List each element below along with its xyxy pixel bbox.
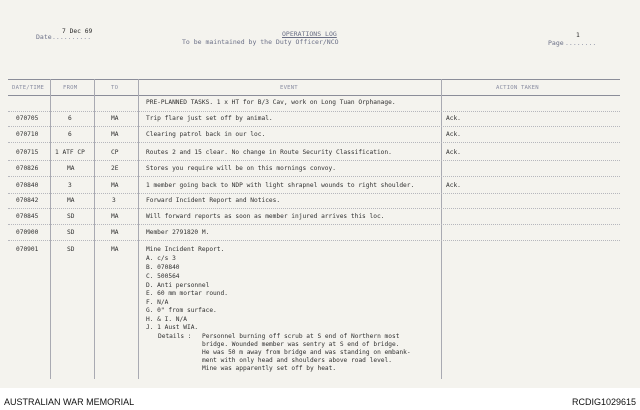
date-label: Date (36, 33, 52, 41)
incident-item: D. Anti personnel (146, 282, 210, 289)
row-separator (8, 224, 620, 225)
row-to: MA (111, 246, 119, 253)
incident-report-title: Mine Incident Report. (146, 246, 225, 253)
row-event: Will forward reports as soon as member injured arrives this loc. (146, 213, 385, 220)
table-top-rule (8, 79, 620, 80)
column-header-from: FROM (63, 85, 78, 91)
row-event: PRE-PLANNED TASKS. 1 x HT for B/3 Cav, work on Long Tuan Orphanage. (146, 99, 396, 106)
incident-item: J. 1 Aust WIA. (146, 324, 199, 331)
row-action: Ack. (446, 149, 461, 156)
row-event: Member 2791820 M. (146, 229, 210, 236)
col-divider-2 (94, 79, 95, 379)
row-event: Trip flare just set off by animal. (146, 115, 273, 122)
incident-item: E. 60 mm mortar round. (146, 290, 228, 297)
col-divider-4 (441, 79, 442, 379)
row-separator (8, 193, 620, 194)
row-to: 3 (112, 197, 116, 204)
row-time: 070710 (16, 131, 39, 138)
row-event: 1 member going back to NDP with light shrapnel wounds to right shoulder. (146, 182, 415, 189)
row-separator (8, 160, 620, 161)
page-subtitle: To be maintained by the Duty Officer/NCO (182, 38, 339, 46)
row-separator (8, 111, 620, 112)
row-from: 6 (68, 115, 72, 122)
row-event: Clearing patrol back in our loc. (146, 131, 266, 138)
row-separator (8, 176, 620, 177)
row-separator (8, 142, 620, 143)
incident-item: C. 500564 (146, 273, 180, 280)
row-action: Ack. (446, 131, 461, 138)
row-time: 070842 (16, 197, 39, 204)
row-from: 6 (68, 131, 72, 138)
details-line: ment with only head and shoulders above road level. (202, 357, 392, 364)
incident-item: B. 070840 (146, 264, 180, 271)
row-from: MA (67, 197, 75, 204)
date-value: 7 Dec 69 (62, 28, 93, 35)
row-separator (8, 126, 620, 127)
row-event: Routes 2 and 15 clear. No change in Route Security Classification. (146, 149, 392, 156)
row-to: CP (111, 149, 119, 156)
row-to: MA (111, 213, 119, 220)
details-label: Details : (158, 333, 192, 340)
table-header-rule (8, 95, 620, 96)
incident-item: H. & I. N/A (146, 316, 187, 323)
incident-item: G. 0" from surface. (146, 307, 217, 314)
row-to: 2E (111, 165, 119, 172)
row-event: Stores you require will be on this mornings convoy. (146, 165, 336, 172)
row-time: 070705 (16, 115, 39, 122)
row-action: Ack. (446, 182, 461, 189)
row-separator (8, 240, 620, 241)
page-label: Page (548, 39, 564, 47)
details-line: bridge. Wounded member was sentry at S end of bridge. (202, 341, 400, 348)
row-to: MA (111, 115, 119, 122)
column-header-event: EVENT (280, 85, 298, 91)
date-underline: .......... (52, 33, 92, 41)
row-to: MA (111, 131, 119, 138)
page-title: OPERATIONS LOG (282, 30, 337, 38)
row-to: MA (111, 182, 119, 189)
page-number: 1 (576, 32, 580, 39)
col-divider-3 (138, 79, 139, 379)
col-divider-1 (50, 79, 51, 379)
row-separator (8, 208, 620, 209)
row-event: Forward Incident Report and Notices. (146, 197, 281, 204)
page-underline: ........ (565, 39, 597, 47)
row-action: Ack. (446, 115, 461, 122)
row-time: 070715 (16, 149, 39, 156)
row-from: 3 (68, 182, 72, 189)
row-time: 070900 (16, 229, 39, 236)
row-time: 070826 (16, 165, 39, 172)
column-header-action: ACTION TAKEN (496, 85, 539, 91)
row-time: 070901 (16, 246, 39, 253)
incident-item: A. c/s 3 (146, 255, 176, 262)
row-from: SD (67, 213, 75, 220)
row-time: 070845 (16, 213, 39, 220)
row-time: 070840 (16, 182, 39, 189)
column-header-datetime: DATE/TIME (12, 85, 45, 91)
details-line: He was 50 m away from bridge and was standing on embank- (202, 349, 411, 356)
incident-item: F. N/A (146, 299, 169, 306)
row-to: MA (111, 229, 119, 236)
column-header-to: TO (111, 85, 119, 91)
row-from: SD (67, 246, 75, 253)
row-from: MA (67, 165, 75, 172)
row-from: SD (67, 229, 75, 236)
archive-record-id: RCDIG1029615 (571, 397, 636, 407)
details-line: Mine was apparently set off by heat. (202, 365, 337, 372)
row-from: 1 ATF CP (55, 149, 85, 156)
details-line: Personnel burning off scrub at S end of Northern most (202, 333, 400, 340)
archive-name: AUSTRALIAN WAR MEMORIAL (4, 397, 135, 407)
